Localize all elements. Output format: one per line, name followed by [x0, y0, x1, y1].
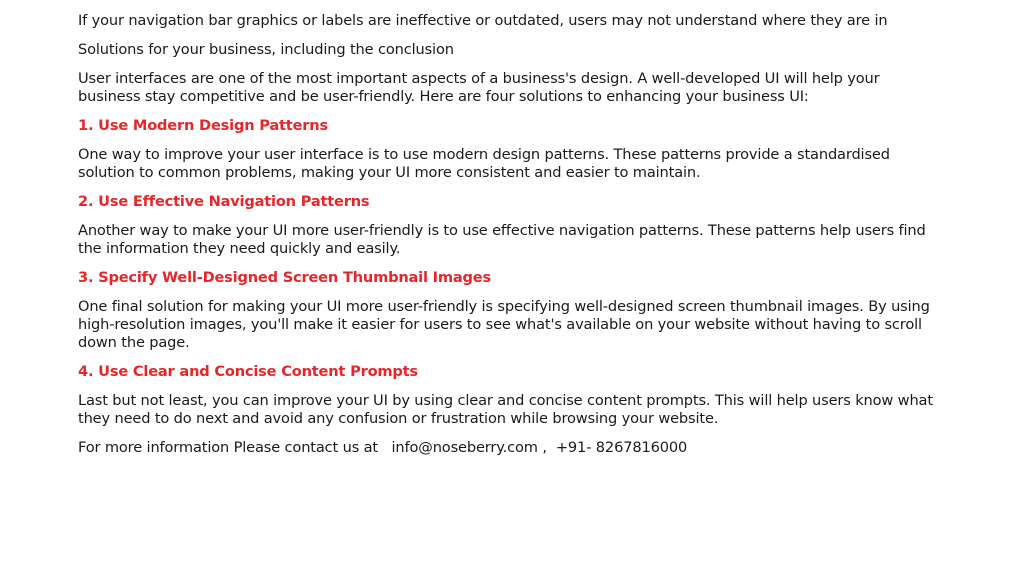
intro-line-ui-overview: User interfaces are one of the most important aspects of a business's design. A well-developed UI will help your business stay competitive and be user-friendly. Here are four solutions to enhancing your business UI: [78, 70, 880, 105]
section-heading-modern-design: 1. Use Modern Design Patterns [78, 117, 328, 134]
section-body-thumbnails: One final solution for making your UI more user-friendly is specifying well-designed screen thumbnail images. By using high-resolution images, you'll make it easier for users to see what's available on your website without having to scroll down the page. [78, 298, 930, 351]
contact-lead: For more information Please contact us at [78, 439, 379, 456]
section-heading-thumbnails: 3. Specify Well-Designed Screen Thumbnail Images [78, 269, 491, 286]
slide-content [78, 12, 946, 468]
intro-line-solutions: Solutions for your business, including the conclusion [78, 41, 454, 58]
section-heading-navigation: 2. Use Effective Navigation Patterns [78, 193, 370, 210]
contact-line [78, 439, 946, 457]
contact-phone[interactable]: +91- 8267816000 [555, 439, 688, 456]
section-heading-content-prompts: 4. Use Clear and Concise Content Prompts [78, 363, 418, 380]
contact-separator: , [542, 439, 547, 456]
intro-line-navigation: If your navigation bar graphics or labels are ineffective or outdated, users may not understand where they are in [78, 12, 888, 29]
contact-email[interactable]: info@noseberry.com [391, 439, 538, 456]
section-body-content-prompts: Last but not least, you can improve your UI by using clear and concise content prompts. This will help users know what they need to do next and avoid any confusion or frustration while browsing your website. [78, 392, 933, 427]
section-body-navigation: Another way to make your UI more user-friendly is to use effective navigation patterns. These patterns help users find the information they need quickly and easily. [78, 222, 926, 257]
section-body-modern-design: One way to improve your user interface is to use modern design patterns. These patterns provide a standardised solution to common problems, making your UI more consistent and easier to maintain. [78, 146, 890, 181]
